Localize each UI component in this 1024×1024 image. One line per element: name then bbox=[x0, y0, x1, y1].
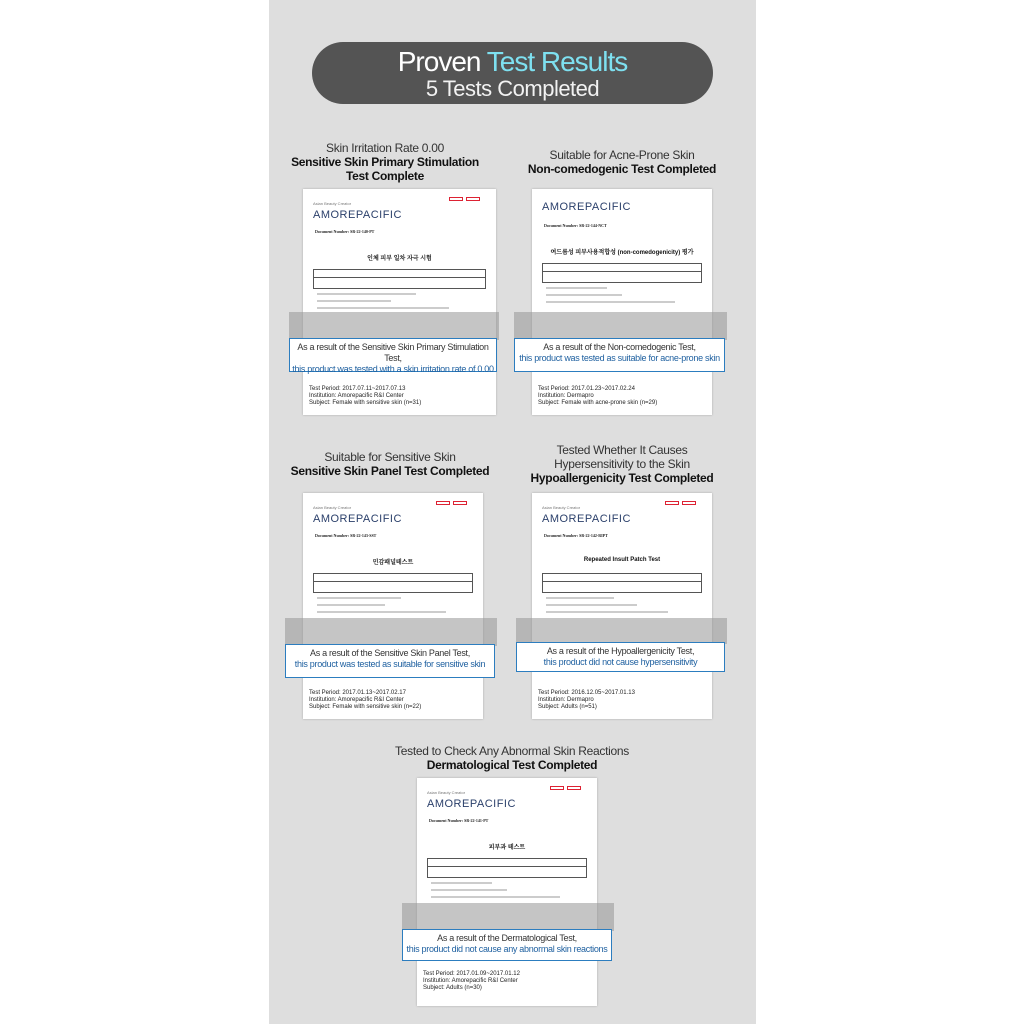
result-line-1: As a result of the Sensitive Skin Primary Stimulation Test, bbox=[297, 342, 489, 363]
result-box bbox=[514, 338, 725, 372]
document-title: 피부과 테스트 bbox=[488, 845, 526, 851]
test-period: Test Period: 2017.01.09~2017.01.12 bbox=[423, 971, 520, 977]
company-logo: AMOREPACIFIC bbox=[427, 798, 516, 810]
test-subject: Subject: Female with acne-prone skin (n=29) bbox=[538, 400, 658, 406]
document-title: Repeated Insult Patch Test bbox=[583, 557, 661, 563]
test-info bbox=[423, 971, 520, 992]
test-institution: Institution: Amorepacific R&I Center bbox=[309, 697, 404, 703]
highlight-band bbox=[285, 618, 497, 646]
result-line-2: this product was tested as suitable for sensitive skin bbox=[294, 659, 486, 669]
caption-bold: Non-comedogenic Test Completed bbox=[527, 162, 717, 176]
document-text-lines bbox=[546, 597, 698, 618]
certificate-document bbox=[303, 189, 496, 415]
certificate-document bbox=[303, 493, 483, 719]
page-subtitle: 5 Tests Completed bbox=[425, 76, 600, 101]
document-table bbox=[313, 573, 473, 593]
test-institution: Institution: Amorepacific R&I Center bbox=[309, 393, 404, 399]
document-number: Document Number: SR-22-140-PT bbox=[315, 229, 375, 234]
caption-light: Suitable for Sensitive Skin bbox=[324, 450, 456, 464]
test-subject: Subject: Adults (n=30) bbox=[423, 985, 482, 991]
test-period: Test Period: 2017.07.11~2017.07.13 bbox=[309, 386, 406, 392]
caption-bold: Test Complete bbox=[346, 169, 424, 183]
tagline: Asian Beauty Creator bbox=[542, 505, 581, 510]
document-number: Document Number: SR-22-141-PT bbox=[429, 818, 489, 823]
result-box bbox=[516, 642, 725, 672]
document-text-lines bbox=[546, 287, 698, 308]
test-caption bbox=[362, 744, 662, 772]
document-title: 민감패널테스트 bbox=[372, 560, 414, 566]
result-line-1: As a result of the Sensitive Skin Panel Test, bbox=[310, 648, 470, 658]
result-line-2: this product was tested with a skin irritation rate of 0.00 bbox=[292, 364, 494, 374]
test-info bbox=[538, 386, 657, 407]
result-line-1: As a result of the Dermatological Test, bbox=[437, 933, 577, 943]
header-banner bbox=[312, 42, 713, 104]
tagline: Asian Beauty Creator bbox=[313, 505, 352, 510]
document-number: Document Number: SR-22-142-RIPT bbox=[544, 533, 608, 538]
caption-light: Hypersensitivity to the Skin bbox=[554, 457, 690, 471]
document-table bbox=[427, 858, 587, 878]
result-box bbox=[402, 929, 612, 961]
result-line-2: this product did not cause any abnormal skin reactions bbox=[406, 944, 608, 954]
test-institution: Institution: Dermapro bbox=[538, 697, 594, 703]
certificate-document bbox=[532, 493, 712, 719]
test-institution: Institution: Amorepacific R&I Center bbox=[423, 978, 518, 984]
tagline: Asian Beauty Creator bbox=[427, 790, 466, 795]
test-institution: Institution: Dermapro bbox=[538, 393, 594, 399]
test-subject: Subject: Female with sensitive skin (n=31) bbox=[309, 400, 422, 406]
test-subject: Subject: Adults (n=51) bbox=[538, 704, 597, 710]
certificate-document bbox=[417, 778, 597, 1006]
document-number: Document Number: SR-22-144-NCT bbox=[544, 223, 607, 228]
confidential-stamp bbox=[436, 501, 467, 505]
test-info bbox=[309, 690, 421, 711]
title-accent: Test Results bbox=[486, 46, 628, 77]
test-period: Test Period: 2016.12.05~2017.01.13 bbox=[538, 690, 635, 696]
result-line-2: this product did not cause hypersensitivity bbox=[543, 657, 698, 667]
confidential-stamp bbox=[550, 786, 581, 790]
caption-light: Suitable for Acne-Prone Skin bbox=[549, 148, 695, 162]
result-line-1: As a result of the Non-comedogenic Test, bbox=[543, 342, 696, 352]
document-text-lines bbox=[317, 597, 469, 618]
test-subject: Subject: Female with sensitive skin (n=22) bbox=[309, 704, 422, 710]
test-caption bbox=[285, 450, 495, 478]
caption-light: Tested to Check Any Abnormal Skin Reactions bbox=[395, 744, 629, 758]
company-logo: AMOREPACIFIC bbox=[313, 209, 402, 221]
document-title: 인체 피부 일차 자극 시험 bbox=[367, 256, 432, 262]
caption-light: Tested Whether It Causes bbox=[556, 443, 688, 457]
test-caption bbox=[522, 148, 722, 176]
title-plain: Proven bbox=[397, 46, 481, 77]
test-caption bbox=[285, 141, 485, 183]
result-box bbox=[285, 644, 495, 678]
caption-bold: Dermatological Test Completed bbox=[426, 758, 598, 772]
company-logo: AMOREPACIFIC bbox=[542, 201, 631, 213]
document-table bbox=[313, 269, 486, 289]
document-number: Document Number: SR-22-143-SST bbox=[315, 533, 377, 538]
confidential-stamp bbox=[449, 197, 480, 201]
highlight-band bbox=[402, 903, 614, 931]
caption-bold: Sensitive Skin Primary Stimulation bbox=[291, 155, 479, 169]
result-line-2: this product was tested as suitable for acne-prone skin bbox=[519, 353, 720, 363]
confidential-stamp bbox=[665, 501, 696, 505]
company-logo: AMOREPACIFIC bbox=[313, 513, 402, 525]
caption-bold: Sensitive Skin Panel Test Completed bbox=[290, 464, 490, 478]
certificate-document bbox=[532, 189, 712, 415]
tagline: Asian Beauty Creator bbox=[313, 201, 352, 206]
document-table bbox=[542, 263, 702, 283]
highlight-band bbox=[289, 312, 499, 340]
result-box bbox=[289, 338, 497, 372]
page-title bbox=[312, 47, 713, 77]
document-text-lines bbox=[431, 882, 583, 903]
document-text-lines bbox=[317, 293, 482, 314]
test-period: Test Period: 2017.01.13~2017.02.17 bbox=[309, 690, 406, 696]
test-info bbox=[309, 386, 421, 407]
company-logo: AMOREPACIFIC bbox=[542, 513, 631, 525]
highlight-band bbox=[514, 312, 727, 340]
document-title: 여드름성 피부사용적합성 (non-comedogenicity) 평가 bbox=[550, 250, 694, 256]
caption-light: Skin Irritation Rate 0.00 bbox=[326, 141, 444, 155]
document-table bbox=[542, 573, 702, 593]
caption-bold: Hypoallergenicity Test Completed bbox=[530, 471, 714, 485]
test-caption bbox=[522, 443, 722, 485]
highlight-band bbox=[516, 618, 727, 644]
test-period: Test Period: 2017.01.23~2017.02.24 bbox=[538, 386, 635, 392]
result-line-1: As a result of the Hypoallergenicity Test, bbox=[546, 646, 695, 656]
test-info bbox=[538, 690, 635, 711]
